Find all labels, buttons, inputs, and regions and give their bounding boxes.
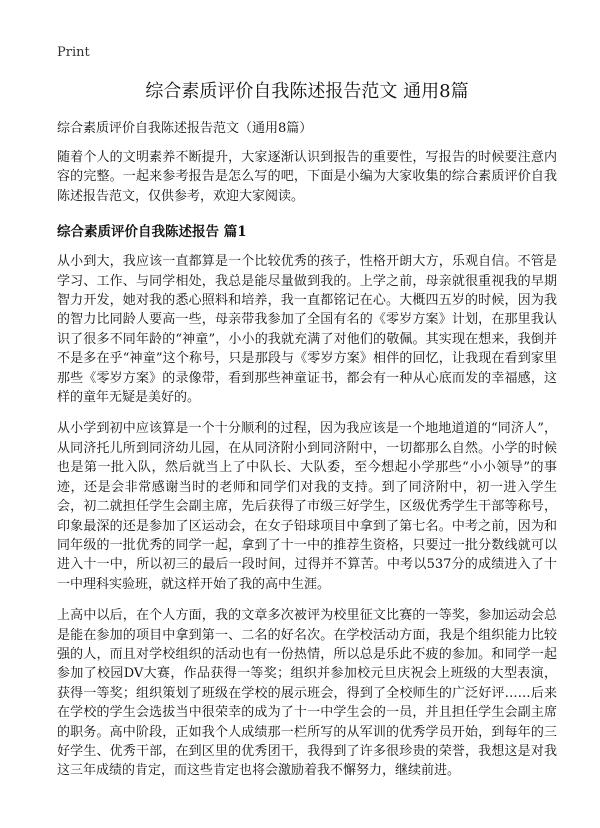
intro-paragraph: 随着个人的文明素养不断提升，大家逐渐认识到报告的重要性，写报告的时候要注意内容的完整。一起来参考报告是怎么写的吧，下面是小编为大家收集的综合素质评价自我陈述报告范文，仅供参考，欢迎大家阅读。 bbox=[57, 150, 557, 204]
body-paragraph-3: 上高中以后，在个人方面，我的文章多次被评为校里征文比赛的一等奖，参加运动会总是能在参加的项目中拿到第一、二名的好名次。在学校活动方面，我是个组织能力比较强的人，而且对学校组织的活动也有一份热情，所以总是乐此不疲的参加。和同学一起参加了校园DV大赛，作品获得一等奖；组织并参加校元旦庆祝会上班级的大型表演，获得一等奖；组织策划了班级在学校的展示班会，得到了全校师生的广泛好评……后来在学校的学生会选拔当中很荣幸的成为了十一中学生会的一员，并且担任学生会副主席的职务。高中阶段，正如我个人成绩那一栏所写的从军训的优秀学员开始，到每年的三好学生、优秀干部，在到区里的优秀团干，我得到了许多很珍贵的荣誉，我想这是对我这三年成绩的肯定，而这些肯定也将会激励着我不懈努力，继续前进。 bbox=[57, 608, 557, 779]
print-link[interactable]: Print bbox=[57, 45, 90, 60]
document-subtitle: 综合素质评价自我陈述报告范文（通用8篇） bbox=[57, 121, 313, 136]
body-paragraph-1: 从小到大，我应该一直都算是一个比较优秀的孩子，性格开朗大方，乐观自信。不管是学习、工作、与同学相处，我总是能尽量做到我的。上学之前，母亲就很重视我的早期智力开发，她对我的悉心照料和培养，我一直都铭记在心。大概四五岁的时候，因为我的智力比同龄人要高一些，母亲带我参加了全国有名的《零岁方案》计划，在那里我认识了很多不同年龄的“神童”，小小的我就充满了对他们的敬佩。其实现在想来，我倒并不是多在乎“神童”这个称号，只是那段与《零岁方案》相伴的回忆，让我现在看到家里那些《零岁方案》的录像带，看到那些神童证书，都会有一种从心底而发的幸福感，这样的童年无疑是美好的。 bbox=[57, 254, 557, 406]
section-heading: 综合素质评价自我陈述报告 篇1 bbox=[57, 224, 247, 241]
document-body bbox=[57, 148, 557, 793]
body-paragraph-2: 从小学到初中应该算是一个十分顺利的过程，因为我应该是一个地地道道的“同济人”，从同济托儿所到同济幼儿园，在从同济附小到同济附中，一切都那么自然。小学的时候也是第一批入队，然后就当上了中队长、大队委，至今想起小学那些“小小领导”的事迹，还是会非常感谢当时的老师和同学们对我的支持。到了同济附中，初一进入学生会，初二就担任学生会副主席，先后获得了市级三好学生，区级优秀学生干部等称号，印象最深的还是参加了区运动会，在女子铅球项目中拿到了第七名。中考之前，因为和同年级的一批优秀的同学一起，拿到了十一中的推荐生资格，只要过一批分数线就可以进入十一中，所以初三的最后一段时间，过得并不算苦。中考以537分的成绩进入了十一中理科实验班，就这样开始了我的高中生涯。 bbox=[57, 421, 557, 592]
page-title: 综合素质评价自我陈述报告范文 通用8篇 bbox=[145, 81, 469, 102]
